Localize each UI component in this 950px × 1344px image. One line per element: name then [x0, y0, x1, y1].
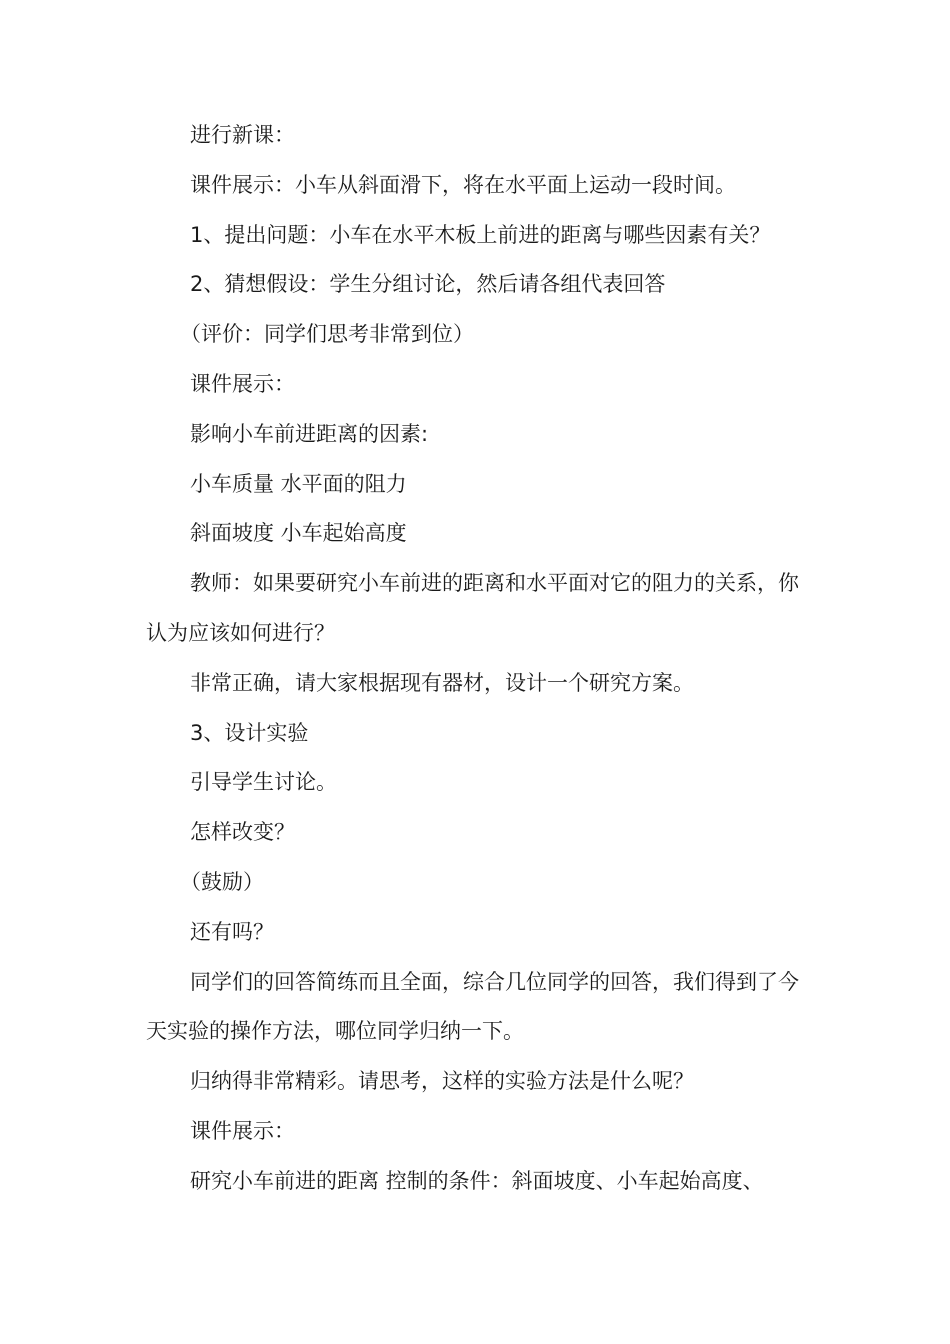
paragraph-design-experiment: 3、设计实验 [190, 720, 309, 745]
paragraph-new-lesson: 进行新课： [190, 123, 295, 147]
paragraph-factors-1: 小车质量 水平面的阻力 [190, 471, 407, 496]
paragraph-design-plan: 非常正确，请大家根据现有器材，设计一个研究方案。 [190, 670, 694, 695]
paragraph-method-question: 归纳得非常精彩。请思考，这样的实验方法是什么呢？ [190, 1069, 694, 1094]
paragraph-encourage: （鼓励） [180, 869, 264, 894]
paragraph-courseware-show: 课件展示：小车从斜面滑下，将在水平面上运动一段时间。 [190, 172, 736, 197]
paragraph-how-change: 怎样改变？ [190, 820, 295, 845]
paragraph-raise-question: 1、提出问题：小车在水平木板上前进的距离与哪些因素有关？ [190, 222, 771, 247]
paragraph-courseware-show-3: 课件展示： [190, 1118, 295, 1143]
paragraph-hypothesis: 2、猜想假设：学生分组讨论，然后请各组代表回答 [190, 272, 666, 297]
document-body [146, 111, 816, 1207]
paragraph-evaluation: （评价：同学们思考非常到位） [180, 322, 474, 347]
paragraph-summary-request: 同学们的回答简练而且全面，综合几位同学的回答，我们得到了今天实验的操作方法，哪位同学归纳一下。 [146, 969, 799, 1044]
paragraph-control-conditions: 研究小车前进的距离 控制的条件：斜面坡度、小车起始高度、 [190, 1168, 764, 1193]
paragraph-guide-discussion: 引导学生讨论。 [190, 770, 337, 795]
paragraph-factors-2: 斜面坡度 小车起始高度 [190, 521, 407, 546]
paragraph-teacher-question: 教师：如果要研究小车前进的距离和水平面对它的阻力的关系，你认为应该如何进行？ [146, 571, 799, 645]
paragraph-factors-heading: 影响小车前进距离的因素: [190, 421, 429, 446]
paragraph-courseware-show-2: 课件展示： [190, 371, 295, 396]
paragraph-anything-else: 还有吗？ [190, 919, 274, 944]
